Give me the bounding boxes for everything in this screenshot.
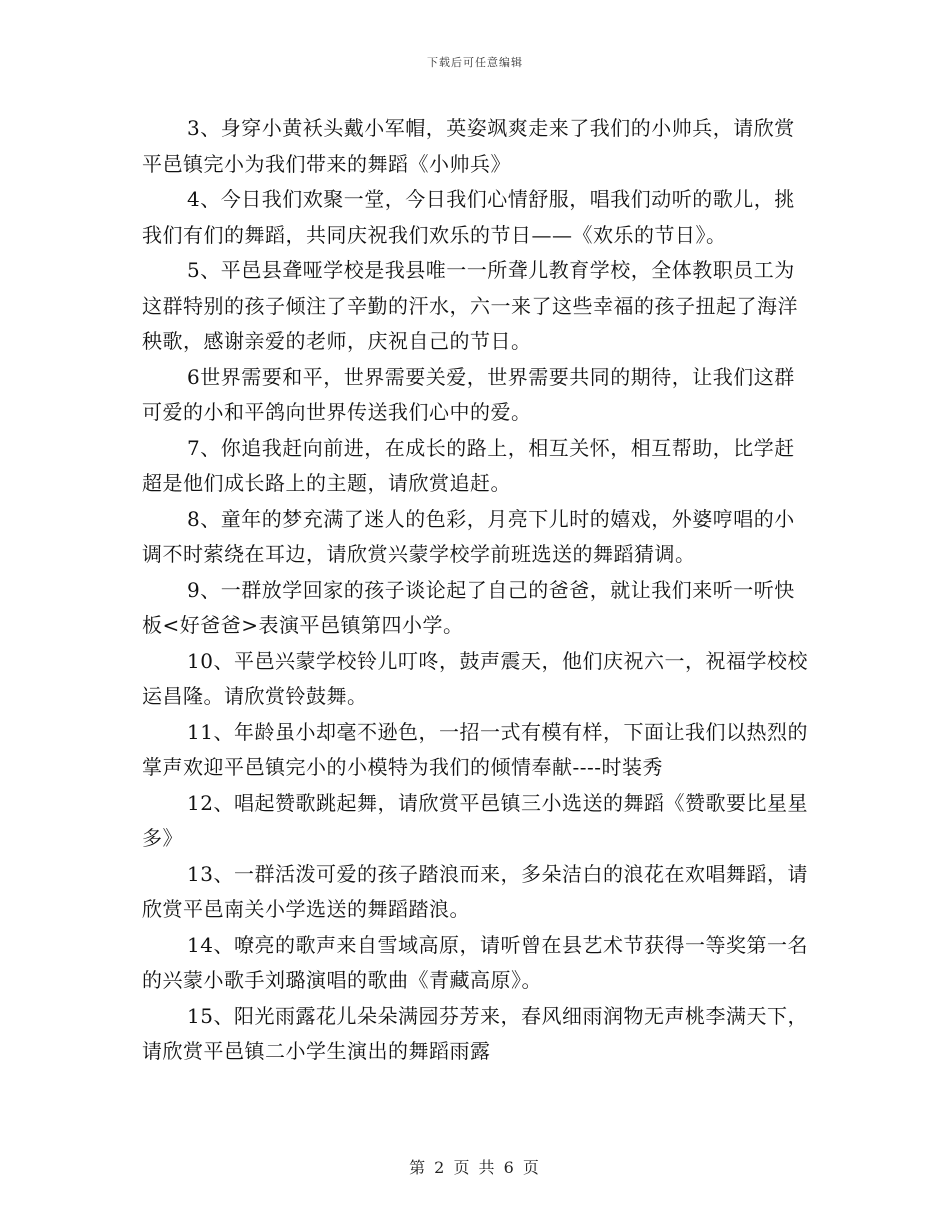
- paragraph-item-10: 10、平邑兴蒙学校铃儿叮咚，鼓声震天，他们庆祝六一，祝福学校校运昌隆。请欣赏铃鼓舞。: [142, 648, 808, 708]
- page-header: 下载后可任意编辑: [427, 56, 523, 69]
- paragraph-item-15: 15、阳光雨露花儿朵朵满园芬芳来，春风细雨润物无声桃李满天下，请欣赏平邑镇二小学生演出的舞蹈雨露: [142, 1003, 808, 1063]
- paragraph-item-4: 4、今日我们欢聚一堂，今日我们心情舒服，唱我们动听的歌儿，挑我们有们的舞蹈，共同庆祝我们欢乐的节日——《欢乐的节日》。: [142, 187, 795, 247]
- paragraph-item-6: 6世界需要和平，世界需要关爱，世界需要共同的期待，让我们这群可爱的小和平鸽向世界传送我们心中的爱。: [142, 364, 795, 424]
- paragraph-item-9: 9、一群放学回家的孩子谈论起了自己的爸爸，就让我们来听一听快板<好爸爸>表演平邑镇第四小学。: [142, 577, 795, 637]
- document-body: [142, 111, 814, 1070]
- paragraph-item-14: 14、嘹亮的歌声来自雪域高原，请听曾在县艺术节获得一等奖第一名的兴蒙小歌手刘璐演唱的歌曲《青藏高原》。: [142, 932, 808, 992]
- paragraph-item-8: 8、童年的梦充满了迷人的色彩，月亮下儿时的嬉戏，外婆哼唱的小调不时萦绕在耳边，请欣赏兴蒙学校学前班选送的舞蹈猜调。: [142, 506, 795, 566]
- paragraph-item-3: 3、身穿小黄袄头戴小军帽，英姿飒爽走来了我们的小帅兵，请欣赏平邑镇完小为我们带来的舞蹈《小帅兵》: [142, 116, 795, 176]
- paragraph-item-7: 7、你追我赶向前进，在成长的路上，相互关怀，相互帮助，比学赶超是他们成长路上的主题，请欣赏追赶。: [142, 435, 795, 495]
- paragraph-item-13: 13、一群活泼可爱的孩子踏浪而来，多朵洁白的浪花在欢唱舞蹈，请欣赏平邑南关小学选送的舞蹈踏浪。: [142, 861, 808, 921]
- paragraph-item-11: 11、年龄虽小却毫不逊色，一招一式有模有样，下面让我们以热烈的掌声欢迎平邑镇完小的小模特为我们的倾情奉献----时装秀: [142, 719, 808, 779]
- paragraph-item-5: 5、平邑县聋哑学校是我县唯一一所聋儿教育学校，全体教职员工为这群特别的孩子倾注了辛勤的汗水，六一来了这些幸福的孩子扭起了海洋秧歌，感谢亲爱的老师，庆祝自己的节日。: [142, 258, 798, 353]
- paragraph-item-12: 12、唱起赞歌跳起舞，请欣赏平邑镇三小选送的舞蹈《赞歌要比星星多》: [142, 790, 808, 850]
- page-number-footer: 第 2 页 共 6 页: [409, 1158, 541, 1177]
